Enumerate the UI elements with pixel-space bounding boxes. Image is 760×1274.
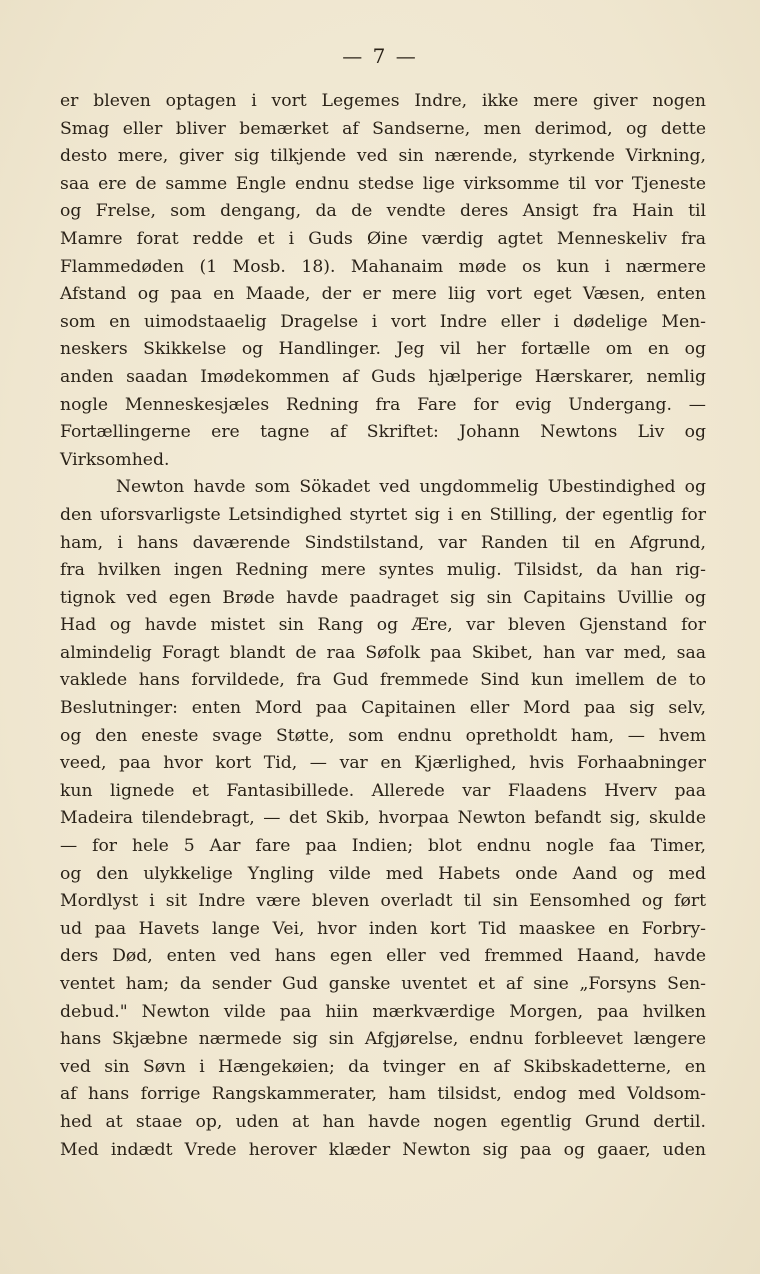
text-line: den uforsvarligste Letsindighed styrtet sig i en Stilling, der egentlig for [60, 504, 706, 525]
text-line: ventet ham; da sender Gud ganske uventet et af sine „Forsyns Sen- [60, 974, 706, 994]
text-line: nogle Menneskesjæles Redning fra Fare for evig Undergang. — [60, 394, 706, 415]
text-line: ved sin Søvn i Hængekøien; da tvinger en af Skibskadetterne, en [60, 1056, 706, 1077]
text-line: kun lignede et Fantasibillede. Allerede var Flaadens Hverv paa [60, 780, 706, 801]
text-line: og den eneste svage Støtte, som endnu opretholdt ham, — hvem [60, 725, 706, 746]
text-line: af hans forrige Rangskammerater, ham tilsidst, endog med Voldsom- [60, 1084, 706, 1105]
text-line: hans Skjæbne nærmede sig sin Afgjørelse, endnu forbleevet længere [60, 1029, 706, 1050]
text-line: Mamre forat redde et i Guds Øine værdig agtet Menneskeliv fra [60, 228, 706, 249]
text-line: Had og havde mistet sin Rang og Ære, var bleven Gjenstand for [60, 615, 706, 636]
text-line: Virksomhed. [60, 449, 170, 470]
text-line: og Frelse, som dengang, da de vendte deres Ansigt fra Hain til [60, 201, 706, 222]
paragraph [60, 474, 706, 1164]
text-line: saa ere de samme Engle endnu stedse lige virksomme til vor Tjeneste [60, 173, 706, 194]
text-line: hed at staae op, uden at han havde nogen egentlig Grund dertil. [60, 1111, 706, 1132]
text-line: almindelig Foragt blandt de raa Søfolk paa Skibet, han var med, saa [60, 642, 706, 663]
text-line: Med indædt Vrede herover klæder Newton sig paa og gaaer, uden [60, 1139, 706, 1160]
text-line: vaklede hans forvildede, fra Gud fremmede Sind kun imellem de to [60, 670, 706, 691]
text-line: fra hvilken ingen Redning mere syntes mulig. Tilsidst, da han rig- [60, 560, 706, 581]
text-line: Beslutninger: enten Mord paa Capitainen eller Mord paa sig selv, [60, 698, 706, 719]
body-text [60, 88, 706, 1164]
text-line: veed, paa hvor kort Tid, — var en Kjærlighed, hvis Forhaabninger [60, 753, 706, 774]
text-line: desto mere, giver sig tilkjende ved sin nærende, styrkende Virkning, [60, 146, 706, 167]
text-line: Madeira tilendebragt, — det Skib, hvorpaa Newton befandt sig, skulde [60, 808, 706, 829]
text-line: ud paa Havets lange Vei, hvor inden kort Tid maaskee en Forbry- [60, 918, 706, 939]
text-line: — for hele 5 Aar fare paa Indien; blot endnu nogle faa Timer, [60, 836, 706, 857]
text-line: Newton havde som Sökadet ved ungdommelig Ubestindighed og [116, 477, 706, 498]
text-line: Afstand og paa en Maade, der er mere liig vort eget Væsen, enten [60, 284, 706, 305]
text-line: er bleven optagen i vort Legemes Indre, ikke mere giver nogen [60, 91, 706, 111]
text-line: Smag eller bliver bemærket af Sandserne, men derimod, og dette [60, 118, 706, 139]
text-line: ders Død, enten ved hans egen eller ved fremmed Haand, havde [60, 946, 706, 967]
text-line: debud." Newton vilde paa hiin mærkværdige Morgen, paa hvilken [60, 1001, 706, 1022]
text-line: Mordlyst i sit Indre være bleven overladt til sin Eensomhed og ført [60, 891, 706, 912]
page-number: — 7 — [342, 44, 418, 68]
text-line: Fortællingerne ere tagne af Skriftet: Johann Newtons Liv og [60, 422, 706, 443]
paragraph [60, 88, 706, 474]
text-line: Flammedøden (1 Mosb. 18). Mahanaim møde os kun i nærmere [60, 256, 706, 277]
text-line: ham, i hans daværende Sindstilstand, var Randen til en Afgrund, [60, 532, 706, 553]
text-line: og den ulykkelige Yngling vilde med Habets onde Aand og med [60, 863, 706, 884]
text-line: som en uimodstaaelig Dragelse i vort Indre eller i dødelige Men- [60, 311, 706, 332]
text-line: neskers Skikkelse og Handlinger. Jeg vil her fortælle om en og [60, 339, 706, 360]
text-line: anden saadan Imødekommen af Guds hjælperige Hærskarer, nemlig [60, 366, 706, 387]
text-line: tignok ved egen Brøde havde paadraget sig sin Capitains Uvillie og [60, 587, 706, 608]
